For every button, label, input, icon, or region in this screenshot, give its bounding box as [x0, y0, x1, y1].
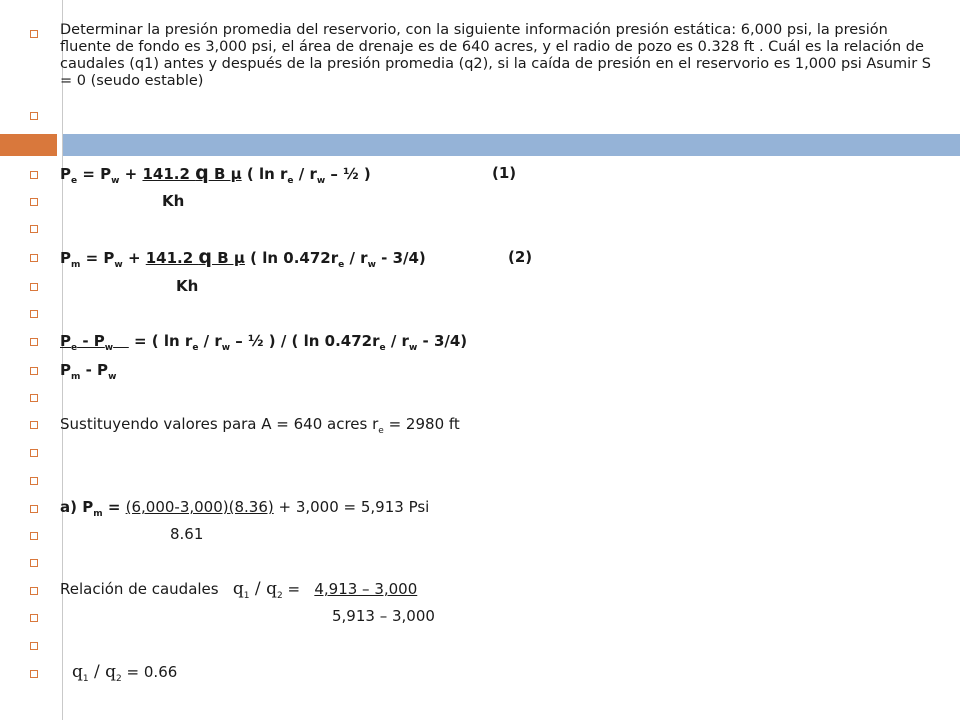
bullet-icon	[30, 670, 38, 678]
bullet-icon	[30, 225, 38, 233]
equation-3: $P_e - P_w$ = ( $\ln r_e / r_w$ – ½ ) / ( $\ln 0.472r_e / r_w - 3/4$)	[60, 332, 468, 353]
bullet-icon	[30, 477, 38, 485]
bullet-icon	[30, 587, 38, 595]
bullet-icon	[30, 367, 38, 375]
step-a-equation: a) $P_m = (6,000-3,000)(8.36) + 3,000 = 5,913$ Psi	[60, 498, 430, 519]
bullet-icon	[30, 421, 38, 429]
accent-band-left	[0, 134, 57, 156]
equation-1-number: (1)	[492, 164, 517, 182]
bullet-icon	[30, 532, 38, 540]
bullet-icon	[30, 394, 38, 402]
equation-1: $P_e = P_w + 141.2$ q B μ ( $\ln r_e / r_w$ – ½ )	[60, 162, 371, 186]
bullet-icon	[30, 559, 38, 567]
equation-1-denominator: Kh	[162, 192, 185, 210]
ratio-line: Relación de caudales $q_1 / q_2 = 4,913 - 3,000$	[60, 579, 418, 601]
bullet-icon	[30, 254, 38, 262]
problem-statement: Determinar la presión promedia del reservorio, con la siguiente información presión estática: 6,000 psi, la presión fluente de fondo es 3,000 psi, el área de drenaje es de 640 acres, y el radio de pozo es 0.328 ft . Cuál es la relación de caudales (q1) antes y después de la presión promedia (q2), si la caída de presión en el reservorio es 1,000 psi Asumir S = 0 (seudo estable)	[60, 22, 931, 89]
substitution-line: Sustituyendo valores para A = 640 acres $r_e = 2980$ ft	[60, 415, 460, 436]
bullet-icon	[30, 642, 38, 650]
step-a-denominator: 8.61	[170, 525, 204, 543]
result-line: $q_1 / q_2 = 0.66$	[72, 662, 178, 684]
bullet-icon	[30, 112, 38, 120]
equation-2-denominator: Kh	[176, 277, 199, 295]
equation-2-number: (2)	[508, 248, 533, 266]
equation-2: $P_m = P_w + 141.2$ q B μ ( $\ln 0.472r_e / r_w - 3/4$)	[60, 246, 426, 270]
bullet-icon	[30, 505, 38, 513]
bullet-icon	[30, 171, 38, 179]
accent-band-right	[63, 134, 960, 156]
slide-divider-line	[62, 0, 63, 720]
equation-3-denominator: $P_m - P_w$	[60, 361, 117, 382]
bullet-icon	[30, 614, 38, 622]
bullet-icon	[30, 30, 38, 38]
bullet-icon	[30, 283, 38, 291]
bullet-icon	[30, 338, 38, 346]
bullet-icon	[30, 310, 38, 318]
bullet-icon	[30, 449, 38, 457]
ratio-denominator: 5,913 – 3,000	[332, 607, 435, 625]
bullet-icon	[30, 198, 38, 206]
